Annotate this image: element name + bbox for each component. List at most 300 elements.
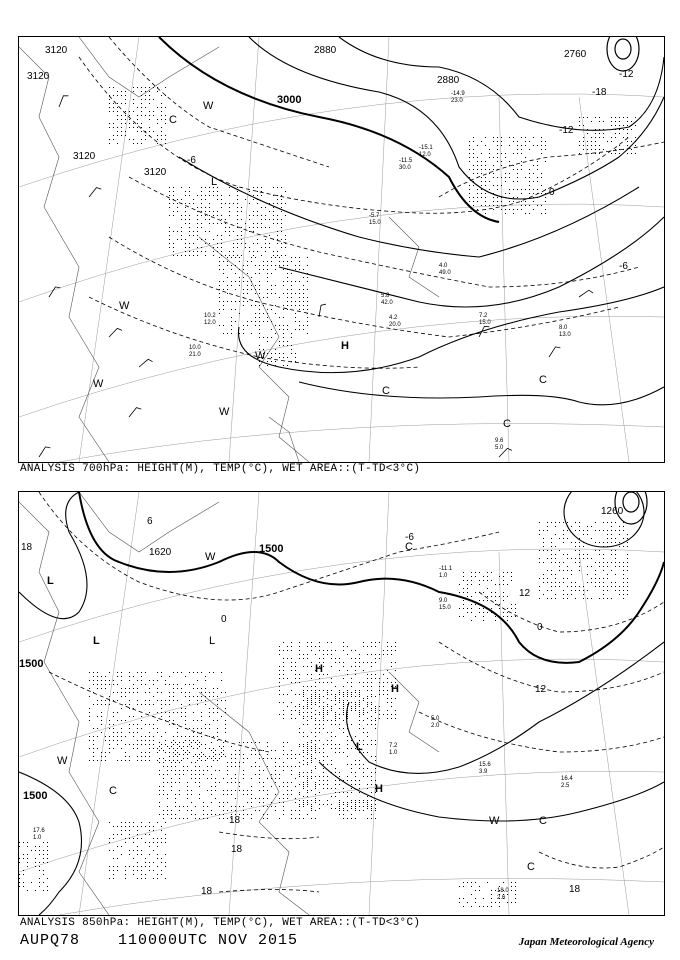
wet-dot — [209, 712, 210, 713]
wet-dot — [189, 243, 190, 244]
wet-dot — [563, 578, 564, 579]
wet-dot — [153, 696, 154, 697]
wet-dot — [227, 265, 228, 266]
wet-dot — [171, 770, 172, 771]
wet-dot — [239, 806, 240, 807]
wet-dot — [133, 826, 134, 827]
wet-dot — [247, 742, 248, 743]
wet-dot — [189, 187, 190, 188]
wet-dot — [267, 814, 268, 815]
wet-dot — [259, 798, 260, 799]
wet-dot — [125, 692, 126, 693]
wet-dot — [611, 582, 612, 583]
wet-dot — [627, 578, 628, 579]
wet-dot — [273, 211, 274, 212]
wet-dot — [375, 646, 376, 647]
wet-dot — [355, 662, 356, 663]
wet-dot — [299, 694, 300, 695]
wet-dot — [165, 878, 166, 879]
wet-dot — [253, 195, 254, 196]
wet-dot — [165, 842, 166, 843]
wet-dot — [481, 197, 482, 198]
wet-dot — [311, 756, 312, 757]
wind-barb — [549, 347, 560, 357]
wet-dot — [543, 562, 544, 563]
wet-dot — [263, 321, 264, 322]
wet-dot — [161, 103, 162, 104]
wet-dot — [295, 670, 296, 671]
wet-dot — [327, 694, 328, 695]
wet-dot — [503, 576, 504, 577]
wet-dot — [283, 269, 284, 270]
wet-dot — [611, 526, 612, 527]
wet-dot — [331, 724, 332, 725]
wet-dot — [201, 187, 202, 188]
wet-dot — [303, 700, 304, 701]
wet-dot — [239, 766, 240, 767]
wet-dot — [149, 756, 150, 757]
wet-dot — [245, 247, 246, 248]
wet-dot — [541, 213, 542, 214]
wet-dot — [299, 732, 300, 733]
wet-dot — [149, 712, 150, 713]
wet-dot — [319, 678, 320, 679]
wet-dot — [303, 744, 304, 745]
wet-dot — [331, 654, 332, 655]
wet-dot — [315, 768, 316, 769]
wet-dot — [517, 189, 518, 190]
wet-dot — [191, 802, 192, 803]
wet-dot — [269, 235, 270, 236]
wet-dot — [145, 842, 146, 843]
wet-dot — [201, 207, 202, 208]
wet-dot — [243, 806, 244, 807]
wet-dot — [129, 756, 130, 757]
wet-dot — [227, 277, 228, 278]
wet-dot — [299, 800, 300, 801]
wet-dot — [491, 608, 492, 609]
wet-dot — [311, 642, 312, 643]
wet-dot — [627, 153, 628, 154]
wet-dot — [391, 698, 392, 699]
wet-dot — [263, 786, 264, 787]
wet-dot — [275, 750, 276, 751]
wet-dot — [187, 798, 188, 799]
wet-dot — [375, 658, 376, 659]
wet-dot — [129, 692, 130, 693]
wet-dot — [247, 265, 248, 266]
wet-dot — [207, 770, 208, 771]
wet-dot — [307, 333, 308, 334]
wet-dot — [291, 714, 292, 715]
wet-dot — [291, 750, 292, 751]
wet-dot — [355, 692, 356, 693]
wet-dot — [347, 694, 348, 695]
wet-dot — [175, 762, 176, 763]
wet-dot — [303, 802, 304, 803]
wet-dot — [295, 758, 296, 759]
wet-dot — [205, 728, 206, 729]
wet-dot — [299, 710, 300, 711]
wet-dot — [141, 874, 142, 875]
wet-dot — [231, 754, 232, 755]
wet-dot — [149, 740, 150, 741]
wet-dot — [243, 325, 244, 326]
wet-dot — [303, 732, 304, 733]
coastline — [19, 37, 439, 462]
wet-dot — [175, 766, 176, 767]
wet-dot — [149, 91, 150, 92]
wet-dot — [497, 149, 498, 150]
wet-dot — [243, 778, 244, 779]
wet-dot — [117, 684, 118, 685]
wet-dot — [599, 562, 600, 563]
low-center-symbol: L — [93, 635, 100, 647]
wet-dot — [161, 748, 162, 749]
wet-dot — [255, 754, 256, 755]
wet-dot — [607, 566, 608, 567]
wet-dot — [371, 678, 372, 679]
wet-dot — [279, 329, 280, 330]
wet-dot — [269, 219, 270, 220]
station-dewpoint: 23.0 — [451, 98, 463, 104]
wet-dot — [303, 752, 304, 753]
wet-dot — [347, 792, 348, 793]
wet-dot — [129, 744, 130, 745]
wet-dot — [351, 682, 352, 683]
wet-dot — [303, 686, 304, 687]
wet-dot — [193, 243, 194, 244]
wet-dot — [515, 612, 516, 613]
wet-dot — [339, 698, 340, 699]
wet-dot — [583, 141, 584, 142]
wet-dot — [303, 786, 304, 787]
wet-dot — [219, 265, 220, 266]
wet-dot — [161, 107, 162, 108]
wet-dot — [195, 778, 196, 779]
wet-dot — [209, 195, 210, 196]
wet-dot — [273, 223, 274, 224]
wet-dot — [279, 678, 280, 679]
wet-dot — [271, 265, 272, 266]
wet-dot — [303, 658, 304, 659]
wet-dot — [125, 866, 126, 867]
wet-dot — [189, 215, 190, 216]
wet-dot — [295, 317, 296, 318]
wet-dot — [583, 534, 584, 535]
wet-dot — [371, 686, 372, 687]
wet-dot — [367, 654, 368, 655]
wet-dot — [247, 790, 248, 791]
wet-dot — [299, 321, 300, 322]
wet-dot — [627, 145, 628, 146]
wet-dot — [347, 740, 348, 741]
wet-dot — [303, 708, 304, 709]
wet-dot — [125, 760, 126, 761]
wet-dot — [603, 133, 604, 134]
wet-dot — [311, 704, 312, 705]
wet-dot — [255, 750, 256, 751]
wet-dot — [303, 297, 304, 298]
wet-dot — [509, 193, 510, 194]
wet-dot — [275, 349, 276, 350]
wet-dot — [315, 758, 316, 759]
wet-dot — [367, 736, 368, 737]
wet-dot — [205, 211, 206, 212]
wet-dot — [387, 690, 388, 691]
wet-dot — [237, 195, 238, 196]
wet-dot — [167, 798, 168, 799]
wet-dot — [121, 720, 122, 721]
wet-dot — [619, 145, 620, 146]
wet-dot — [251, 802, 252, 803]
wet-dot — [495, 902, 496, 903]
wet-dot — [283, 337, 284, 338]
wet-dot — [121, 826, 122, 827]
wet-dot — [627, 534, 628, 535]
wet-dot — [363, 810, 364, 811]
wet-dot — [351, 748, 352, 749]
wet-dot — [149, 846, 150, 847]
wet-dot — [167, 810, 168, 811]
wet-dot — [93, 704, 94, 705]
wet-dot — [189, 223, 190, 224]
wet-dot — [359, 692, 360, 693]
wet-dot — [299, 642, 300, 643]
wet-dot — [253, 211, 254, 212]
wet-dot — [315, 654, 316, 655]
wet-dot — [35, 850, 36, 851]
wet-dot — [551, 574, 552, 575]
wet-dot — [551, 562, 552, 563]
wet-dot — [287, 758, 288, 759]
wet-dot — [167, 794, 168, 795]
wet-dot — [271, 273, 272, 274]
wet-dot — [579, 153, 580, 154]
wet-dot — [205, 680, 206, 681]
wet-dot — [231, 265, 232, 266]
station-temp: -11.5 — [399, 158, 413, 164]
wet-dot — [137, 862, 138, 863]
wet-dot — [591, 558, 592, 559]
wet-dot — [161, 704, 162, 705]
station-temp: 10.2 — [204, 313, 216, 319]
wet-dot — [279, 690, 280, 691]
wet-dot — [137, 87, 138, 88]
wet-dot — [371, 806, 372, 807]
wet-dot — [165, 866, 166, 867]
wet-dot — [129, 688, 130, 689]
wet-dot — [279, 798, 280, 799]
wet-dot — [117, 95, 118, 96]
wet-dot — [133, 822, 134, 823]
wet-dot — [307, 289, 308, 290]
wet-dot — [197, 231, 198, 232]
wet-dot — [287, 273, 288, 274]
wet-dot — [555, 598, 556, 599]
wet-dot — [197, 740, 198, 741]
wet-dot — [101, 724, 102, 725]
wet-dot — [571, 594, 572, 595]
wet-dot — [513, 153, 514, 154]
station-temp: 4.2 — [389, 315, 398, 321]
station-temp: 15.6 — [479, 762, 491, 768]
wet-dot — [217, 223, 218, 224]
wet-dot — [287, 265, 288, 266]
wet-dot — [611, 137, 612, 138]
wet-dot — [395, 710, 396, 711]
wet-dot — [375, 674, 376, 675]
wet-dot — [619, 590, 620, 591]
wet-dot — [269, 211, 270, 212]
wet-dot — [343, 814, 344, 815]
wet-dot — [619, 542, 620, 543]
wet-dot — [471, 620, 472, 621]
wet-dot — [109, 736, 110, 737]
wet-dot — [327, 674, 328, 675]
wet-dot — [539, 534, 540, 535]
wet-dot — [343, 804, 344, 805]
wet-dot — [275, 333, 276, 334]
wet-dot — [599, 550, 600, 551]
wet-dot — [237, 211, 238, 212]
wet-dot — [307, 736, 308, 737]
wet-dot — [149, 131, 150, 132]
wet-dot — [203, 814, 204, 815]
wet-dot — [511, 572, 512, 573]
wet-dot — [367, 800, 368, 801]
wet-dot — [295, 818, 296, 819]
wet-dot — [467, 612, 468, 613]
wet-dot — [145, 736, 146, 737]
wet-dot — [223, 742, 224, 743]
wet-dot — [513, 181, 514, 182]
wet-dot — [201, 728, 202, 729]
wet-dot — [475, 882, 476, 883]
wet-dot — [255, 289, 256, 290]
wet-dot — [283, 782, 284, 783]
wet-dot — [209, 207, 210, 208]
wet-dot — [501, 161, 502, 162]
wet-dot — [113, 127, 114, 128]
wet-dot — [141, 760, 142, 761]
wet-dot — [541, 145, 542, 146]
wet-dot — [347, 756, 348, 757]
wet-dot — [615, 562, 616, 563]
wet-dot — [157, 720, 158, 721]
wet-dot — [299, 674, 300, 675]
wet-dot — [315, 696, 316, 697]
wet-dot — [199, 766, 200, 767]
wet-dot — [267, 317, 268, 318]
wet-dot — [193, 712, 194, 713]
wet-dot — [303, 756, 304, 757]
wet-dot — [295, 754, 296, 755]
wet-dot — [269, 227, 270, 228]
wet-dot — [229, 235, 230, 236]
wet-dot — [161, 874, 162, 875]
wet-dot — [487, 596, 488, 597]
wet-dot — [271, 293, 272, 294]
wet-dot — [205, 243, 206, 244]
wet-dot — [543, 546, 544, 547]
wet-dot — [323, 690, 324, 691]
wet-dot — [231, 317, 232, 318]
wet-dot — [277, 235, 278, 236]
wet-dot — [339, 792, 340, 793]
wet-dot — [145, 87, 146, 88]
wet-dot — [227, 818, 228, 819]
station-temp: 7.2 — [479, 313, 488, 319]
wet-dot — [109, 866, 110, 867]
wet-dot — [339, 714, 340, 715]
wet-dot — [327, 784, 328, 785]
wet-dot — [177, 736, 178, 737]
wet-dot — [503, 572, 504, 573]
wet-dot — [311, 800, 312, 801]
height-label: 2880 — [437, 75, 460, 86]
wet-dot — [285, 215, 286, 216]
wet-dot — [367, 718, 368, 719]
wet-dot — [383, 654, 384, 655]
height-label: 3000 — [277, 94, 302, 106]
wet-dot — [101, 732, 102, 733]
wet-dot — [383, 690, 384, 691]
wet-dot — [189, 736, 190, 737]
wet-dot — [255, 742, 256, 743]
wet-dot — [515, 616, 516, 617]
wet-dot — [177, 700, 178, 701]
wet-dot — [219, 802, 220, 803]
wet-dot — [279, 325, 280, 326]
wet-dot — [191, 774, 192, 775]
wet-dot — [43, 870, 44, 871]
wet-dot — [311, 810, 312, 811]
wet-dot — [189, 255, 190, 256]
wet-dot — [113, 834, 114, 835]
wet-dot — [615, 125, 616, 126]
wet-dot — [495, 604, 496, 605]
wet-dot — [275, 774, 276, 775]
wet-dot — [267, 365, 268, 366]
wet-dot — [181, 688, 182, 689]
wet-dot — [213, 748, 214, 749]
wet-dot — [335, 650, 336, 651]
wet-dot — [583, 558, 584, 559]
wet-dot — [237, 207, 238, 208]
wet-dot — [223, 750, 224, 751]
wet-dot — [307, 281, 308, 282]
wet-dot — [273, 255, 274, 256]
wet-dot — [529, 141, 530, 142]
wet-dot — [185, 211, 186, 212]
wet-dot — [339, 690, 340, 691]
wet-dot — [477, 197, 478, 198]
wet-dot — [227, 774, 228, 775]
wet-dot — [197, 235, 198, 236]
wet-dot — [279, 650, 280, 651]
wet-dot — [211, 766, 212, 767]
wet-dot — [283, 702, 284, 703]
wet-dot — [255, 317, 256, 318]
wet-dot — [599, 133, 600, 134]
wet-dot — [331, 700, 332, 701]
wet-dot — [259, 273, 260, 274]
wet-dot — [189, 700, 190, 701]
wet-dot — [163, 794, 164, 795]
wet-dot — [169, 247, 170, 248]
wet-dot — [555, 534, 556, 535]
